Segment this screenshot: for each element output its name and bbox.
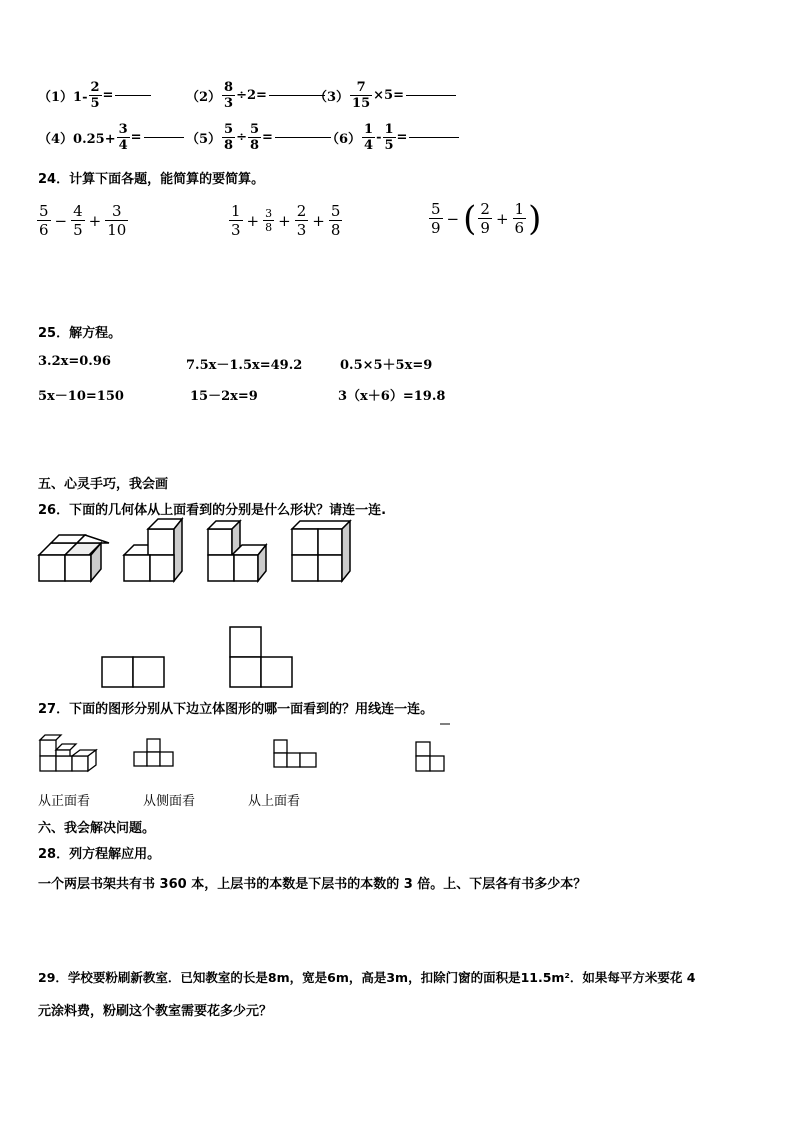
fraction: $\frac{7}{15}$ bbox=[352, 80, 371, 111]
fraction: $\frac{3}{10}$ bbox=[107, 202, 127, 239]
q23-item-3: （3） $\frac{7}{15}$ ×5= bbox=[314, 80, 456, 111]
view-figure-1 bbox=[134, 739, 173, 766]
fraction: $\frac{2}{9}$ bbox=[480, 200, 490, 237]
view-label-side: 从侧面看 bbox=[143, 794, 196, 809]
fraction: $\frac{3}{4}$ bbox=[118, 122, 128, 153]
q27-figures bbox=[36, 722, 456, 782]
view-label-top: 从上面看 bbox=[248, 794, 301, 809]
q27-solid bbox=[40, 735, 96, 771]
top-view-square bbox=[230, 657, 261, 687]
solid-1 bbox=[39, 535, 109, 581]
q23-item-6: （6） $\frac{1}{4}$ - $\frac{1}{5}$ = bbox=[326, 122, 459, 153]
q23-item-2: （2） $\frac{8}{3}$ ÷2= bbox=[186, 80, 325, 111]
fraction: $\frac{5}{6}$ bbox=[39, 202, 49, 239]
q24-expression-1: $\frac{5}{6}$ − $\frac{4}{5}$ + $\frac{3}{10}$ bbox=[39, 202, 127, 239]
q25-title: 25．解方程。 bbox=[38, 326, 122, 341]
equation: 3.2x=0.96 bbox=[38, 354, 111, 369]
view-label-front: 从正面看 bbox=[38, 794, 91, 809]
top-view-square bbox=[102, 657, 133, 687]
q26-solids-figure bbox=[30, 515, 360, 590]
fraction: $\frac{1}{5}$ bbox=[384, 122, 394, 153]
q23-1-label: （1）1- bbox=[38, 90, 88, 105]
fraction: $\frac{2}{3}$ bbox=[296, 202, 307, 239]
solid-2 bbox=[124, 519, 182, 581]
view-figure-2 bbox=[274, 740, 316, 767]
q28-title: 28．列方程解应用。 bbox=[38, 847, 161, 862]
fraction: $\frac{8}{3}$ bbox=[224, 80, 234, 111]
fraction: $\frac{4}{5}$ bbox=[73, 202, 83, 239]
equation: 15－2x=9 bbox=[190, 389, 258, 404]
equation: 7.5x－1.5x=49.2 bbox=[186, 358, 303, 373]
section-6-title: 六、我会解决问题。 bbox=[38, 821, 156, 836]
q23-item-4: （4）0.25+ $\frac{3}{4}$ = bbox=[38, 122, 184, 153]
fraction: $\frac{2}{5}$ bbox=[90, 80, 100, 111]
fraction: $\frac{1}{3}$ bbox=[231, 202, 241, 239]
solid-4 bbox=[292, 521, 350, 581]
fraction: $\frac{5}{8}$ bbox=[250, 122, 260, 153]
fraction: $\frac{5}{9}$ bbox=[431, 200, 441, 237]
view-figure-3 bbox=[416, 742, 444, 771]
q24-expression-3: $\frac{5}{9}$ − ( $\frac{2}{9}$ + $\frac{1}{6}$ ) bbox=[431, 198, 542, 239]
fraction: $\frac{5}{8}$ bbox=[330, 202, 341, 239]
equation: 5x－10=150 bbox=[38, 389, 124, 404]
fraction: $\frac{3}{8}$ bbox=[265, 207, 273, 234]
q24-expression-2: $\frac{1}{3}$ + $\frac{3}{8}$ + $\frac{2}{3}$ + $\frac{5}{8}$ bbox=[231, 202, 341, 239]
q23-item-5: （5） $\frac{5}{8}$ ÷ $\frac{5}{8}$ = bbox=[186, 122, 331, 153]
equation: 3（x＋6）=19.8 bbox=[338, 389, 446, 404]
top-view-square bbox=[261, 657, 292, 687]
solid-3 bbox=[208, 521, 266, 581]
fraction: $\frac{5}{8}$ bbox=[224, 122, 234, 153]
answer-blank[interactable] bbox=[406, 95, 456, 96]
q28-text: 一个两层书架共有书 360 本，上层书的本数是下层书的本数的 3 倍。上、下层各有书多少本？ bbox=[38, 877, 587, 892]
answer-blank[interactable] bbox=[275, 137, 331, 138]
fraction: $\frac{1}{6}$ bbox=[514, 200, 525, 237]
q26-top-views bbox=[98, 625, 298, 691]
equation: 0.5×5＋5x=9 bbox=[340, 358, 433, 373]
q27-title: 27．下面的图形分别从下边立体图形的哪一面看到的？用线连一连。 bbox=[38, 702, 434, 717]
q29-line-2: 元涂料费，粉刷这个教室需要花多少元？ bbox=[38, 1004, 273, 1019]
top-view-square bbox=[230, 627, 261, 657]
q29-line-1: 29．学校要粉刷新教室．已知教室的长是8m，宽是6m，高是3m，扣除门窗的面积是11.5m²．如果每平方米要花 4 bbox=[38, 970, 696, 985]
q23-item-1: （1）1- $\frac{2}{5}$ = bbox=[38, 80, 151, 111]
q26-title: 26．下面的几何体从上面看到的分别是什么形状？请连一连. bbox=[38, 503, 387, 518]
answer-blank[interactable] bbox=[409, 137, 459, 138]
q24-title: 24．计算下面各题，能简算的要简算。 bbox=[38, 172, 265, 187]
section-5-title: 五、心灵手巧，我会画 bbox=[38, 477, 169, 492]
answer-blank[interactable] bbox=[115, 95, 151, 96]
answer-blank[interactable] bbox=[144, 137, 184, 138]
top-view-square bbox=[133, 657, 164, 687]
fraction: $\frac{1}{4}$ bbox=[364, 122, 374, 153]
